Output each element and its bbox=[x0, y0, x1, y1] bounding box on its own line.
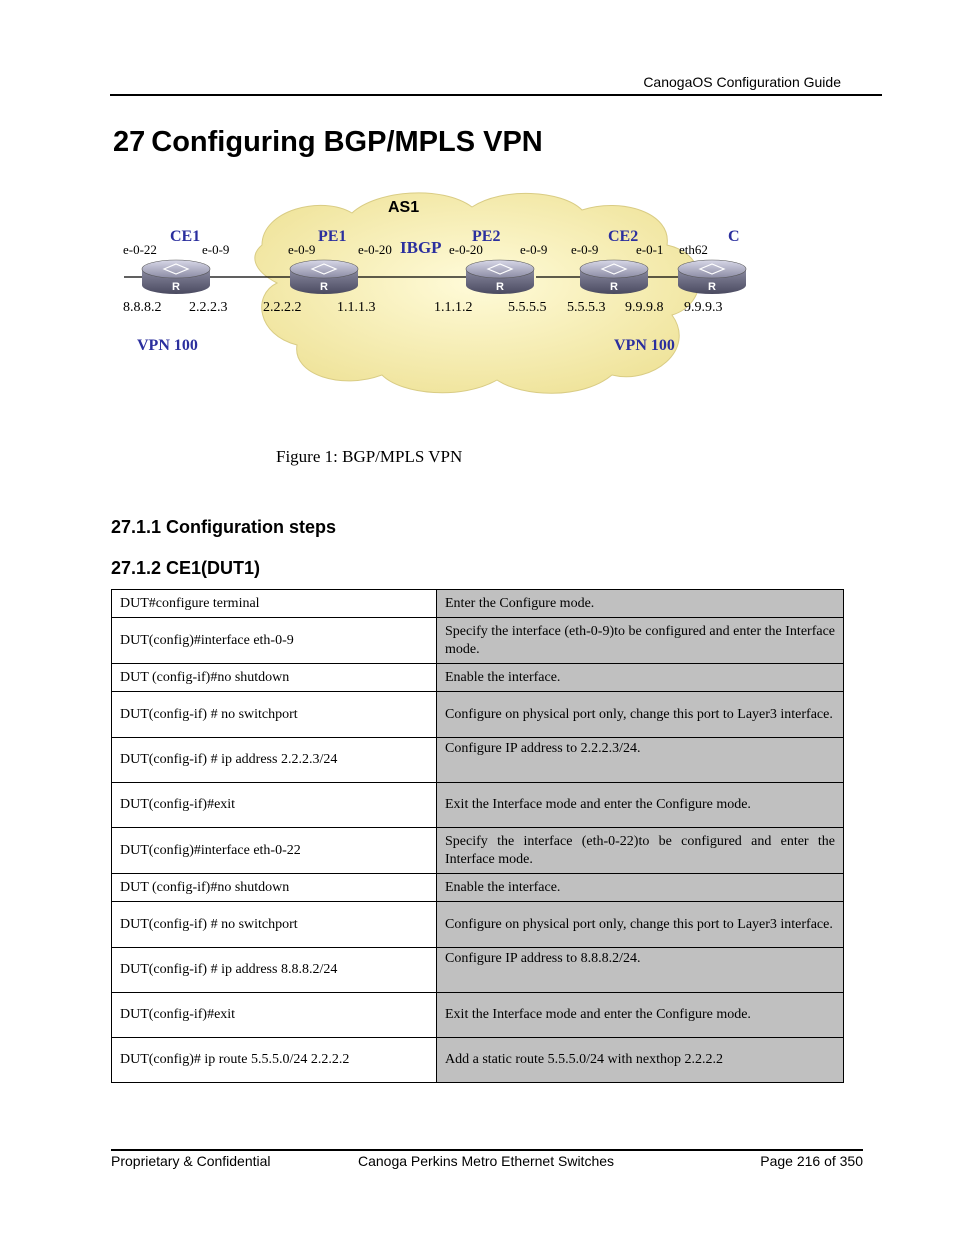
table-row bbox=[112, 993, 844, 1038]
command-cell: DUT(config-if)#exit bbox=[112, 993, 437, 1038]
table-row bbox=[112, 874, 844, 902]
table-row bbox=[112, 618, 844, 664]
router-pe1-icon bbox=[290, 260, 358, 294]
table-row bbox=[112, 828, 844, 874]
description-cell: Add a static route 5.5.5.0/24 with nexthop 2.2.2.2 bbox=[437, 1038, 844, 1083]
footer-page-number: Page 216 of 350 bbox=[760, 1153, 863, 1169]
vpn-label-right: VPN 100 bbox=[614, 337, 675, 354]
router-pe2-icon bbox=[466, 260, 534, 294]
addr-label: 1.1.1.3 bbox=[337, 300, 376, 315]
table-row bbox=[112, 692, 844, 738]
section-heading-configuration-steps: 27.1.1 Configuration steps bbox=[111, 517, 337, 537]
router-pe2-glyph: R bbox=[496, 281, 504, 293]
figure-caption: Figure 1: BGP/MPLS VPN bbox=[276, 447, 463, 466]
command-cell: DUT(config)# ip route 5.5.5.0/24 2.2.2.2 bbox=[112, 1038, 437, 1083]
router-ce2-glyph: R bbox=[610, 281, 618, 293]
addr-label: 2.2.2.2 bbox=[263, 300, 302, 315]
addr-label: 5.5.5.3 bbox=[567, 300, 606, 315]
router-pe1-glyph: R bbox=[320, 281, 328, 293]
addr-label: 2.2.2.3 bbox=[189, 300, 228, 315]
iface-label: e-0-9 bbox=[520, 242, 548, 257]
description-cell: Configure IP address to 8.8.8.2/24. bbox=[437, 948, 844, 993]
description-cell: Enter the Configure mode. bbox=[437, 590, 844, 618]
footer-rule bbox=[111, 1149, 863, 1151]
command-cell: DUT (config-if)#no shutdown bbox=[112, 664, 437, 692]
addr-label: 5.5.5.5 bbox=[508, 300, 547, 315]
command-cell: DUT(config-if) # no switchport bbox=[112, 902, 437, 948]
table-row bbox=[112, 948, 844, 993]
router-c-icon bbox=[678, 260, 746, 294]
description-cell: Configure IP address to 2.2.2.3/24. bbox=[437, 738, 844, 783]
router-ce1-glyph: R bbox=[172, 281, 180, 293]
command-cell: DUT#configure terminal bbox=[112, 590, 437, 618]
table-row bbox=[112, 902, 844, 948]
ibgp-label: IBGP bbox=[400, 238, 442, 257]
network-diagram bbox=[112, 185, 812, 400]
iface-label: e-0-9 bbox=[571, 242, 599, 257]
router-c-glyph: R bbox=[708, 281, 716, 293]
node-label-pe1: PE1 bbox=[318, 228, 347, 245]
table-row bbox=[112, 664, 844, 692]
iface-label: e-0-9 bbox=[288, 242, 316, 257]
command-cell: DUT(config-if)#exit bbox=[112, 783, 437, 828]
node-label-pe2: PE2 bbox=[472, 228, 501, 245]
chapter-title-text: Configuring BGP/MPLS VPN bbox=[151, 126, 543, 158]
table-row bbox=[112, 738, 844, 783]
chapter-title bbox=[113, 126, 543, 159]
addr-label: 9.9.9.8 bbox=[625, 300, 664, 315]
description-cell: Configure on physical port only, change this port to Layer3 interface. bbox=[437, 692, 844, 738]
chapter-number: 27 bbox=[113, 126, 146, 158]
description-cell: Exit the Interface mode and enter the Configure mode. bbox=[437, 783, 844, 828]
command-cell: DUT(config)#interface eth-0-22 bbox=[112, 828, 437, 874]
cloud-label: AS1 bbox=[388, 199, 420, 216]
header-rule bbox=[110, 94, 882, 96]
addr-label: 1.1.1.2 bbox=[434, 300, 473, 315]
command-cell: DUT(config-if) # ip address 2.2.2.3/24 bbox=[112, 738, 437, 783]
node-label-ce2: CE2 bbox=[608, 228, 639, 245]
description-cell: Specify the interface (eth-0-9)to be configured and enter the Interface mode. bbox=[437, 618, 844, 664]
command-cell: DUT (config-if)#no shutdown bbox=[112, 874, 437, 902]
router-ce2-icon bbox=[580, 260, 648, 294]
command-cell: DUT(config-if) # ip address 8.8.8.2/24 bbox=[112, 948, 437, 993]
iface-label: e-0-20 bbox=[449, 242, 483, 257]
footer-center: Canoga Perkins Metro Ethernet Switches bbox=[358, 1153, 615, 1169]
iface-label: e-0-22 bbox=[123, 242, 157, 257]
iface-label: e-0-1 bbox=[636, 242, 664, 257]
section-heading-ce1: 27.1.2 CE1(DUT1) bbox=[111, 558, 261, 578]
addr-label: 8.8.8.2 bbox=[123, 300, 162, 315]
config-steps-table bbox=[111, 589, 844, 1083]
table-row bbox=[112, 1038, 844, 1083]
table-row bbox=[112, 783, 844, 828]
description-cell: Enable the interface. bbox=[437, 874, 844, 902]
description-cell: Enable the interface. bbox=[437, 664, 844, 692]
node-label-ce1: CE1 bbox=[170, 228, 201, 245]
command-cell: DUT(config)#interface eth-0-9 bbox=[112, 618, 437, 664]
description-cell: Specify the interface (eth-0-22)to be configured and enter the Interface mode. bbox=[437, 828, 844, 874]
footer-left: Proprietary & Confidential bbox=[111, 1153, 271, 1169]
description-cell: Exit the Interface mode and enter the Configure mode. bbox=[437, 993, 844, 1038]
iface-label: e-0-20 bbox=[358, 242, 392, 257]
node-label-c: C bbox=[728, 228, 740, 245]
running-header: CanogaOS Configuration Guide bbox=[643, 74, 841, 90]
iface-label: e-0-9 bbox=[202, 242, 230, 257]
router-ce1-icon bbox=[142, 260, 210, 294]
vpn-label-left: VPN 100 bbox=[137, 337, 198, 354]
table-row bbox=[112, 590, 844, 618]
addr-label: 9.9.9.3 bbox=[684, 300, 723, 315]
iface-label: eth62 bbox=[679, 242, 708, 257]
command-cell: DUT(config-if) # no switchport bbox=[112, 692, 437, 738]
description-cell: Configure on physical port only, change this port to Layer3 interface. bbox=[437, 902, 844, 948]
